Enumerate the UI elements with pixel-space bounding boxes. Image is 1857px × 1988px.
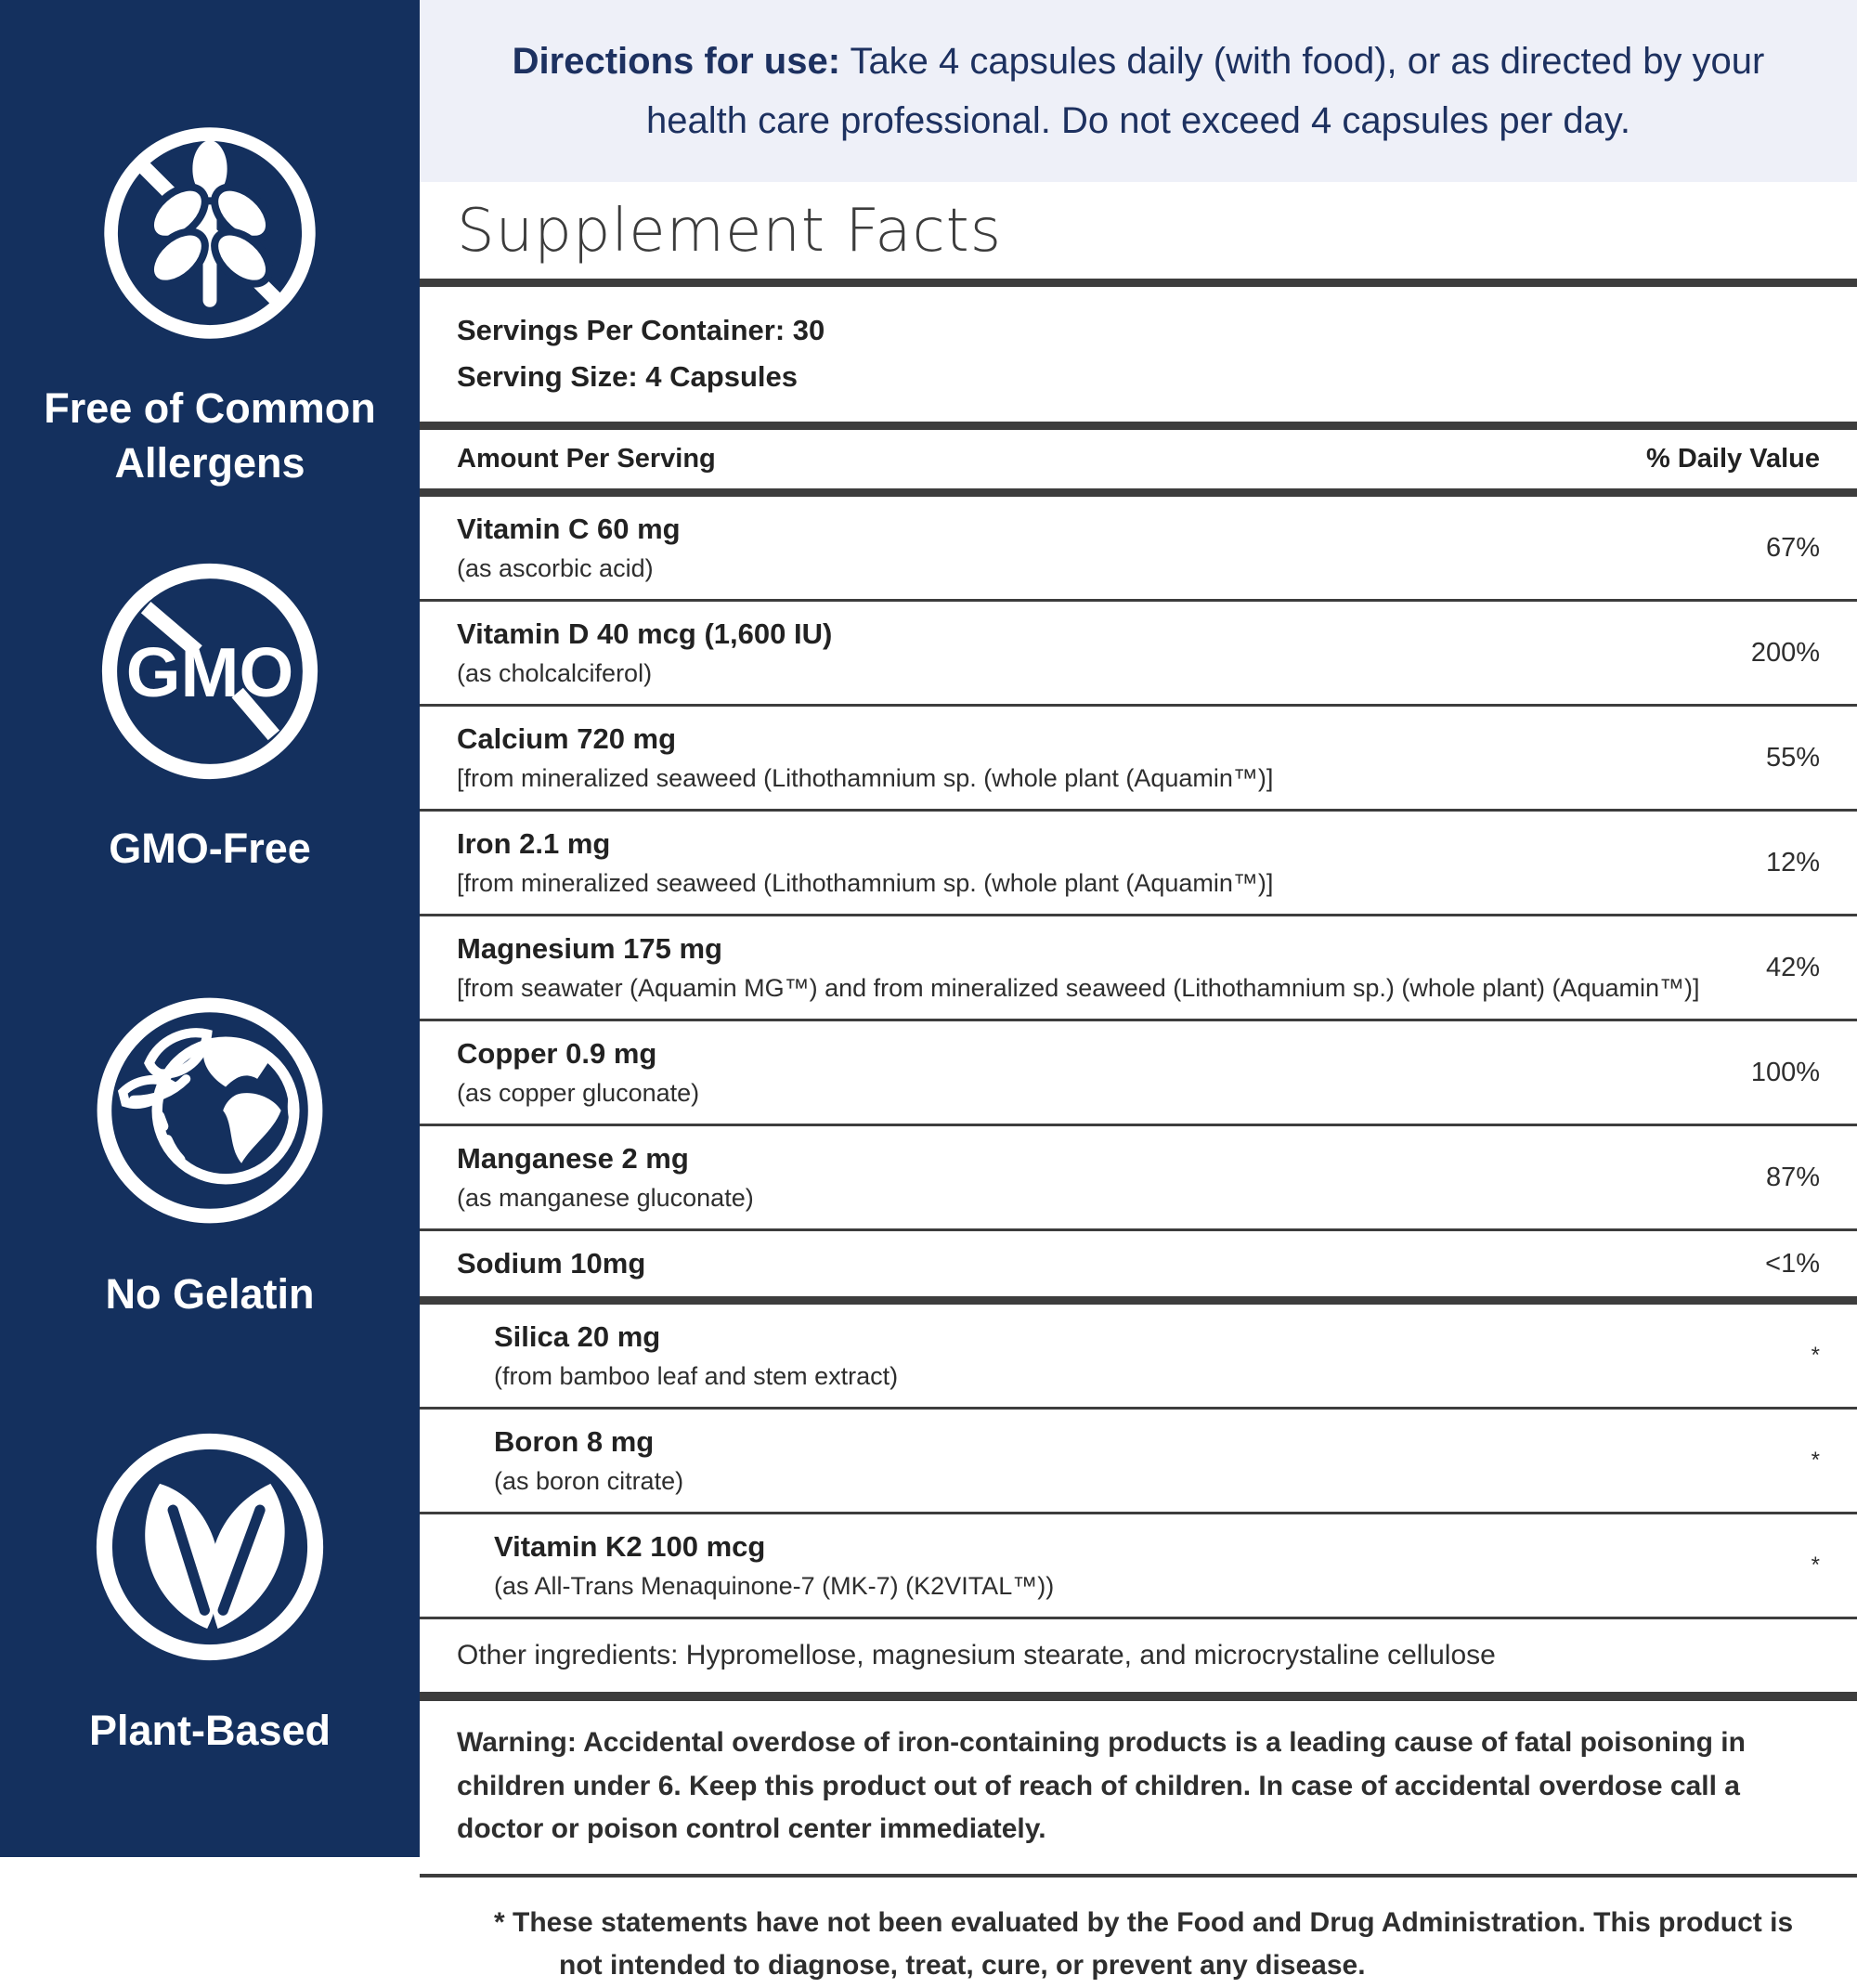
nutrient-name: Silica 20 mg [494, 1320, 661, 1354]
nutrient-daily-value: <1% [1765, 1248, 1820, 1279]
disclaimer-text: These statements have not been evaluated by the Food and Drug Administration. This product is not intended to diagnose, treat, cure, or prevent any disease. [513, 1906, 1794, 1982]
gmo-free-icon [84, 546, 335, 797]
nutrient-daily-value: 200% [1750, 637, 1820, 668]
warning-text: Warning: Accidental overdose of iron-containing products is a leading cause of fatal poisoning in children under 6. Keep this product out of reach of children. In case of accidental overdose call a doctor or poison control center immediately. [457, 1727, 1746, 1845]
facts-panel [420, 0, 1857, 1982]
fda-disclaimer [420, 1878, 1857, 1988]
badge-allergen-free [0, 110, 420, 491]
nutrient-daily-value: 67% [1765, 532, 1820, 563]
servings-block [420, 287, 1857, 422]
nutrient-source: (as copper gluconate) [457, 1079, 700, 1108]
disclaimer-asterisk: * [494, 1906, 505, 1938]
badge-label: Plant-Based [88, 1707, 331, 1754]
row-divider [420, 1296, 1857, 1305]
nutrient-source: [from seawater (Aquamin MG™) and from mineralized seaweed (Lithothamnium sp.) (whole plant) (Aquamin™)] [457, 974, 1700, 1003]
section-divider [420, 279, 1857, 287]
nutrient-name: Iron 2.1 mg [457, 827, 611, 861]
nutrient-row [420, 1126, 1857, 1228]
directions-label: Directions for use: [512, 41, 841, 82]
nutrient-name: Vitamin K2 100 mcg [494, 1530, 766, 1564]
nutrient-daily-value: 87% [1765, 1162, 1820, 1192]
badge-label: No Gelatin [105, 1270, 315, 1318]
nutrient-source: (as All-Trans Menaquinone-7 (MK-7) (K2VITAL™)) [494, 1572, 1055, 1601]
svg-text:GMO: GMO [125, 634, 294, 712]
amount-per-serving-header: Amount Per Serving [457, 444, 716, 474]
nutrient-source: [from mineralized seaweed (Lithothamnium sp. (whole plant (Aquamin™)] [457, 764, 1274, 793]
nutrient-source: (as cholcalciferol) [457, 659, 653, 688]
section-divider [420, 422, 1857, 430]
other-ingredients: Other ingredients: Hypromellose, magnesium stearate, and microcrystaline cellulose [457, 1640, 1496, 1671]
badges-sidebar [0, 0, 420, 1857]
plant-leaves-icon [78, 1415, 342, 1679]
serving-size: Serving Size: 4 Capsules [457, 359, 798, 393]
nutrient-row [420, 1231, 1857, 1296]
nutrient-name: Vitamin D 40 mcg (1,600 IU) [457, 617, 833, 651]
nutrient-row [420, 707, 1857, 809]
nutrient-row [420, 1021, 1857, 1124]
section-divider [420, 488, 1857, 497]
nutrient-row [420, 812, 1857, 914]
nutrient-source: (as ascorbic acid) [457, 554, 654, 583]
nutrient-row [420, 497, 1857, 599]
nutrient-name: Calcium 720 mg [457, 722, 677, 756]
nutrient-source: (from bamboo leaf and stem extract) [494, 1362, 899, 1391]
section-divider [420, 1692, 1857, 1701]
nutrient-source: (as boron citrate) [494, 1467, 684, 1496]
daily-value-header: % Daily Value [1646, 444, 1820, 474]
nutrient-daily-value: * [1811, 1553, 1820, 1579]
nutrient-daily-value: * [1811, 1343, 1820, 1369]
badge-label: Free of Common Allergens [44, 384, 376, 487]
nutrient-name: Manganese 2 mg [457, 1142, 689, 1176]
supplement-facts-title-block [420, 182, 1857, 279]
column-header-row [420, 430, 1857, 488]
nutrient-daily-value: * [1811, 1448, 1820, 1474]
nutrient-name: Copper 0.9 mg [457, 1037, 657, 1071]
directions-text: Directions for use: Take 4 capsules daily (with food), or as directed by your health care professional. Do not exceed 4 capsules per day. [512, 41, 1765, 141]
badge-label: GMO-Free [109, 825, 311, 872]
nutrient-row [420, 1410, 1857, 1512]
nutrient-rows [420, 497, 1857, 1619]
nutrient-row [420, 916, 1857, 1019]
servings-per-container: Servings Per Container: 30 [457, 314, 825, 346]
directions-banner [420, 0, 1857, 182]
badge-plant-based [0, 1415, 420, 1758]
nutrient-name: Vitamin C 60 mg [457, 513, 681, 546]
nutrient-row [420, 602, 1857, 704]
nutrient-daily-value: 55% [1765, 742, 1820, 773]
nutrient-daily-value: 100% [1750, 1057, 1820, 1087]
globe-leaf-icon [78, 979, 342, 1242]
nutrient-daily-value: 42% [1765, 952, 1820, 982]
nutrient-source: [from mineralized seaweed (Lithothamnium sp. (whole plant (Aquamin™)] [457, 869, 1274, 898]
nutrient-daily-value: 12% [1765, 847, 1820, 877]
nutrient-name: Boron 8 mg [494, 1425, 655, 1459]
badge-no-gelatin [0, 979, 420, 1321]
supplement-facts-title: Supplement Facts [457, 197, 1003, 266]
badge-gmo-free [0, 546, 420, 876]
nutrient-row [420, 1305, 1857, 1407]
nutrient-source: (as manganese gluconate) [457, 1184, 754, 1213]
wheat-free-icon [86, 110, 333, 357]
nutrient-name: Magnesium 175 mg [457, 932, 722, 966]
nutrient-name: Sodium 10mg [457, 1247, 646, 1280]
nutrient-row [420, 1514, 1857, 1617]
